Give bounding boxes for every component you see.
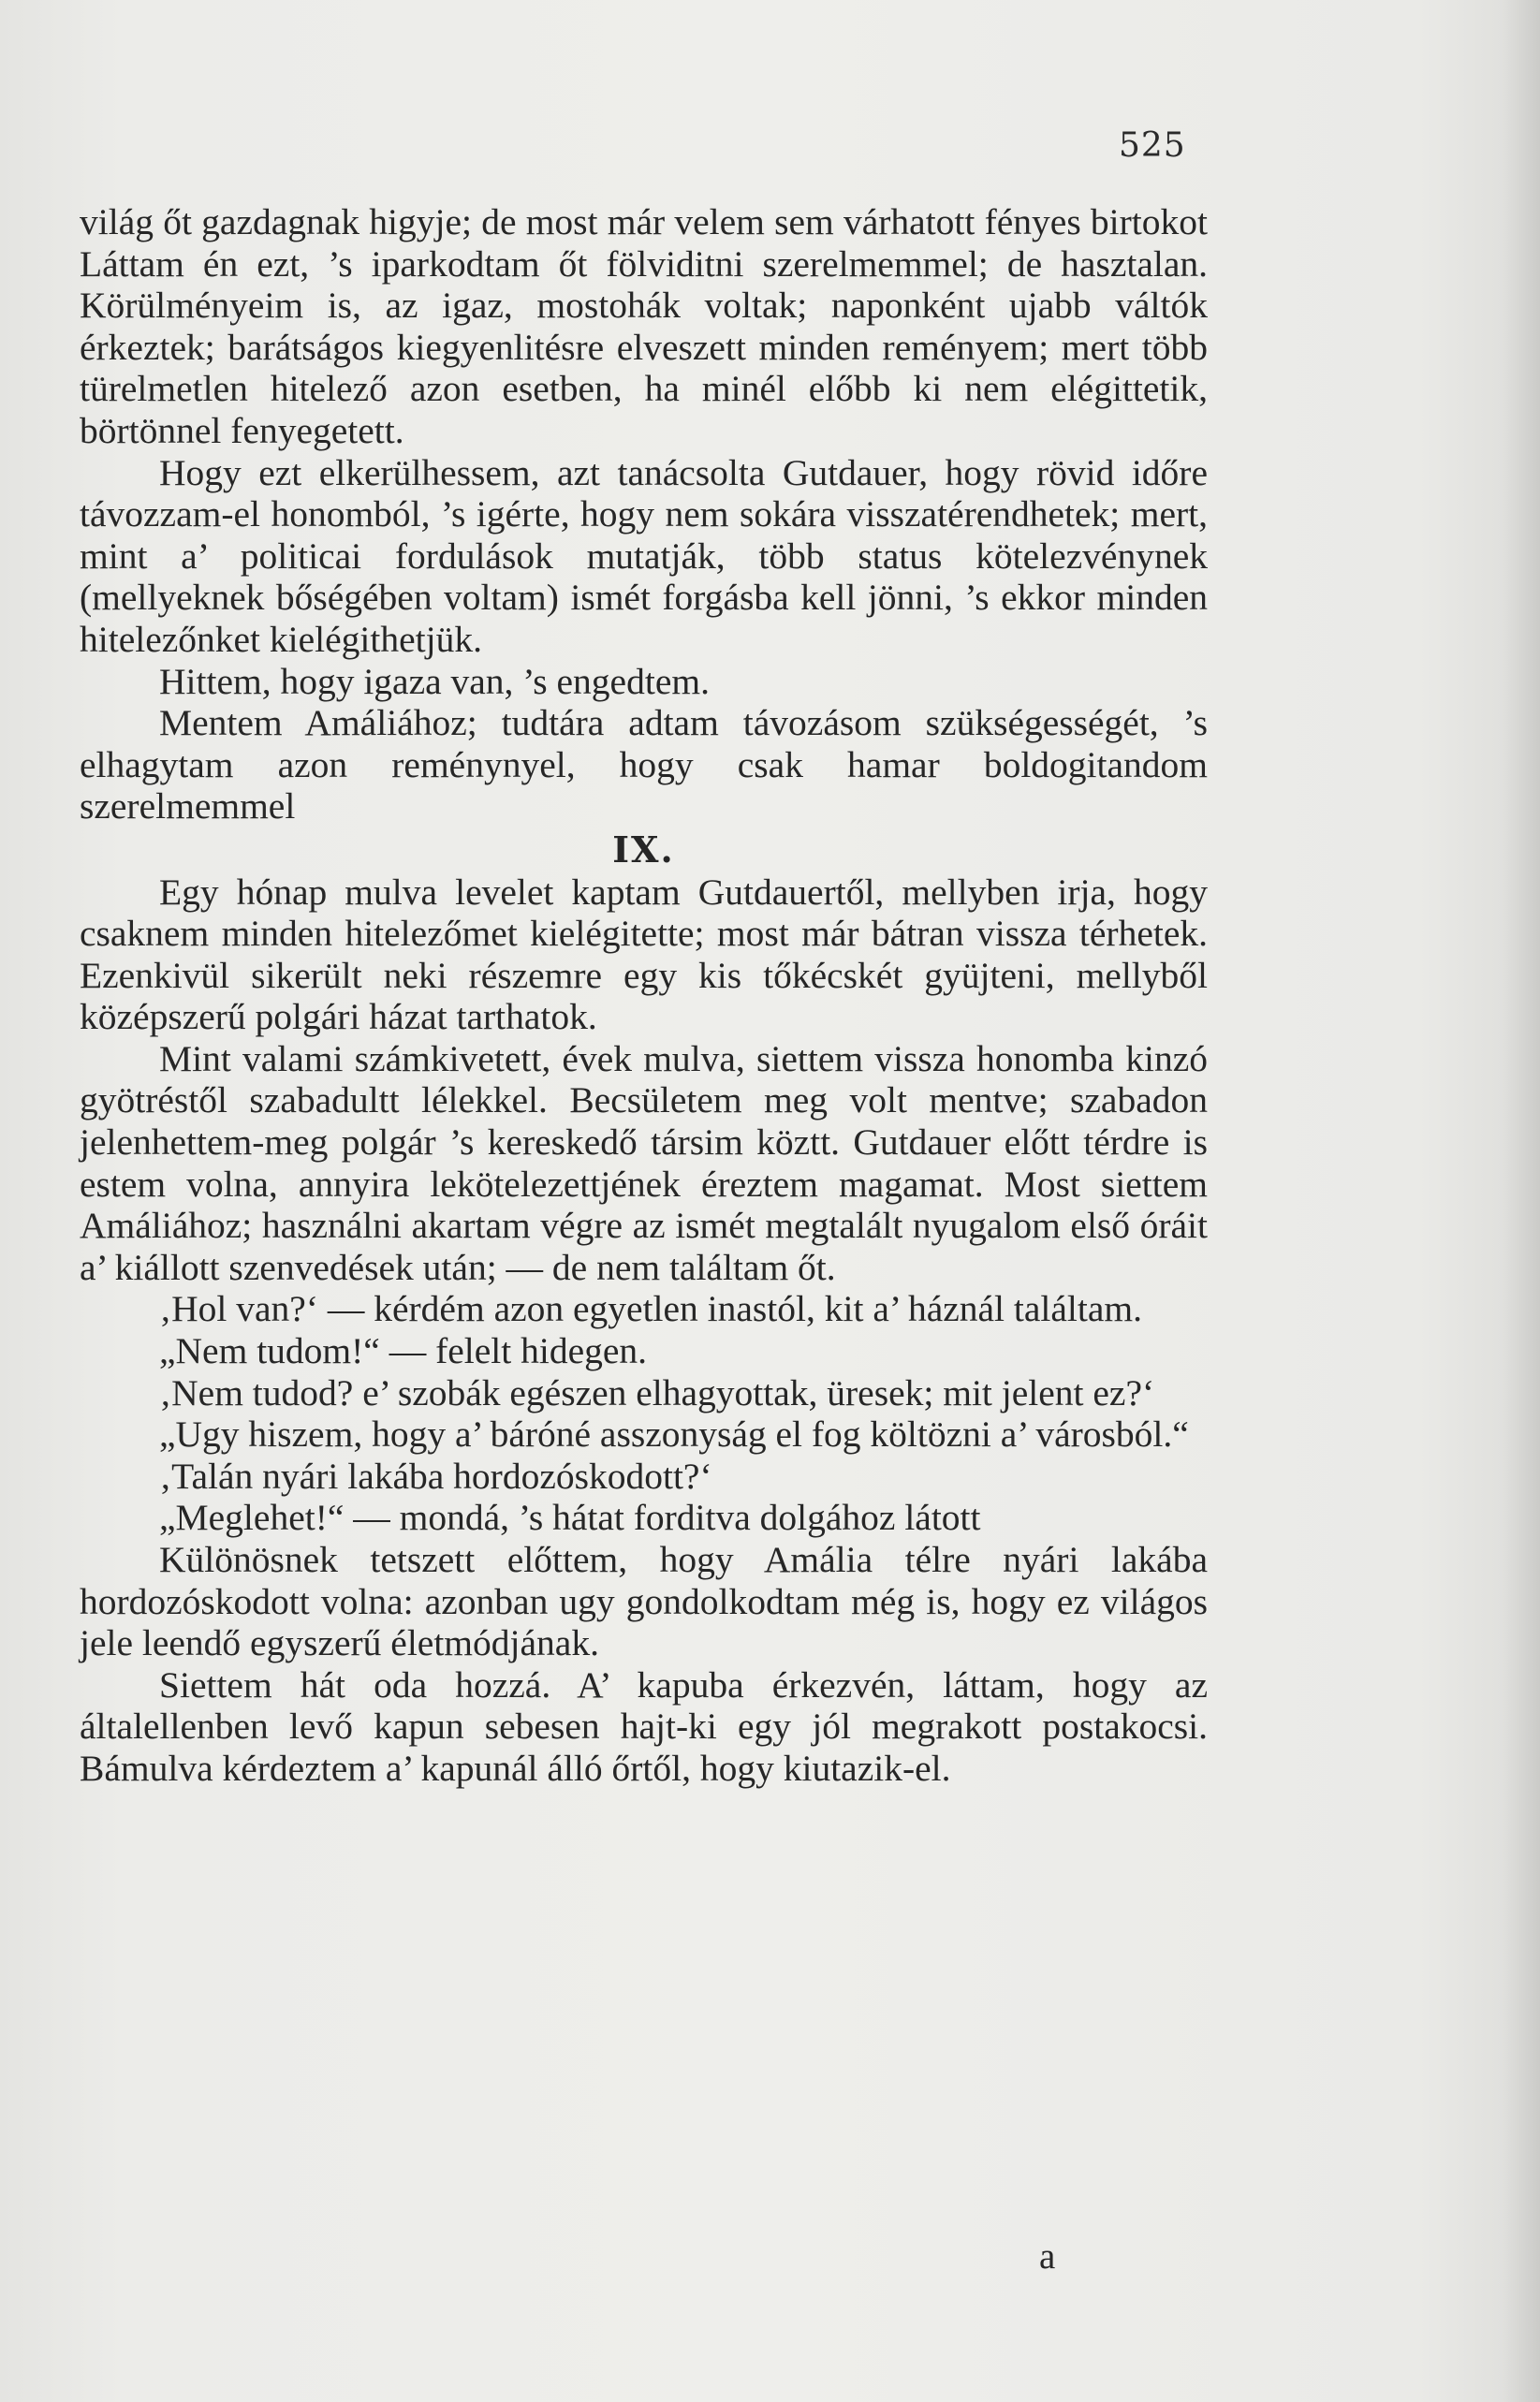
paragraph-11: ‚Talán nyári lakába hordozóskodott?‘ (159, 1455, 712, 1497)
paragraph-14: Siettem hát oda hozzá. A’ kapuba érkezvén, láttam, hogy az általellenben levő kapun sebesen hajt-ki egy jól megrakott postakocsi. Bámulva kérdeztem a’ kapunál álló őrtől, hogy kiutazik-el. (80, 1663, 1208, 1789)
paragraph-8: „Nem tudom!“ — felelt hidegen. (159, 1330, 648, 1372)
page-edge-shadow (1503, 0, 1540, 2402)
paragraph-3: Hittem, hogy igaza van, ’s engedtem. (159, 660, 710, 702)
paragraph-12: „Meglehet!“ — mondá, ’s hátat forditva dolgához látott (159, 1497, 981, 1539)
paragraph-13: Különösnek tetszett előttem, hogy Amália télre nyári lakába hordozóskodott volna: azonban ugy gondolkodtam még is, hogy ez világos jele leendő egyszerű életmódjának. (80, 1539, 1208, 1664)
paragraph-7: ‚Hol van?‘ — kérdém azon egyetlen inastól, kit a’ háznál találtam. (159, 1288, 1142, 1330)
paragraph-9: ‚Nem tudod? e’ szobák egészen elhagyottak, üresek; mit jelent ez?‘ (159, 1371, 1155, 1413)
page-number: 525 (1119, 126, 1186, 165)
paragraph-6: Mint valami számkivetett, évek mulva, siettem vissza honomba kinzó gyötréstől szabadultt lélekkel. Becsületem meg volt mentve; szabadon jelenhettem-meg polgár ’s kereskedő társim köztt. Gutdauer előtt térdre is estem volna, annyira lekötelezettjének éreztem magamat. Most siettem Amáliához; használni akartam végre az ismét megtalált nyugalom első óráit a’ kiállott szenvedések után; — de nem találtam őt. (80, 1037, 1208, 1288)
catchword: a (1039, 2236, 1056, 2277)
paragraph-10: „Ugy hiszem, hogy a’ báróné asszonyság el fog költözni a’ városból.“ (159, 1413, 1189, 1456)
body-text (80, 201, 1208, 1790)
paragraph-1: világ őt gazdagnak higyje; de most már velem sem várhatott fényes birtokot Láttam én ezt, ’s iparkodtam őt fölviditni szerelmemmel; de hasztalan. Körülményeim is, az igaz, mostohák voltak; naponként ujabb váltók érkeztek; barátságos kiegyenlitésre elveszett minden reményem; mert több türelmetlen hitelező azon esetben, ha minél előbb ki nem elégittetik, börtönnel fenyegetett. (80, 201, 1208, 451)
paragraph-2: Hogy ezt elkerülhessem, azt tanácsolta Gutdauer, hogy rövid időre távozzam-el honomból, ’s igérte, hogy nem sokára visszatérendhetek; mert, mint a’ politicai fordulások mutatják, több status kötelezvénynek (mellyeknek bőségében voltam) ismét forgásba kell jönni, ’s ekkor minden hitelezőnket kielégithetjük. (80, 451, 1208, 660)
paragraph-4: Mentem Amáliához; tudtára adtam távozásom szükségességét, ’s elhagytam azon reménynyel, hogy csak hamar boldogitandom szerelmemmel (80, 702, 1208, 828)
paragraph-5: Egy hónap mulva levelet kaptam Gutdauertől, mellyben irja, hogy csaknem minden hitelezőmet kielégitette; most már bátran vissza térhetek. Ezenkivül sikerült neki részemre egy kis tőkécskét gyüjteni, mellyből középszerű polgári házat tarthatok. (80, 871, 1208, 1038)
section-heading: IX. (612, 828, 675, 871)
